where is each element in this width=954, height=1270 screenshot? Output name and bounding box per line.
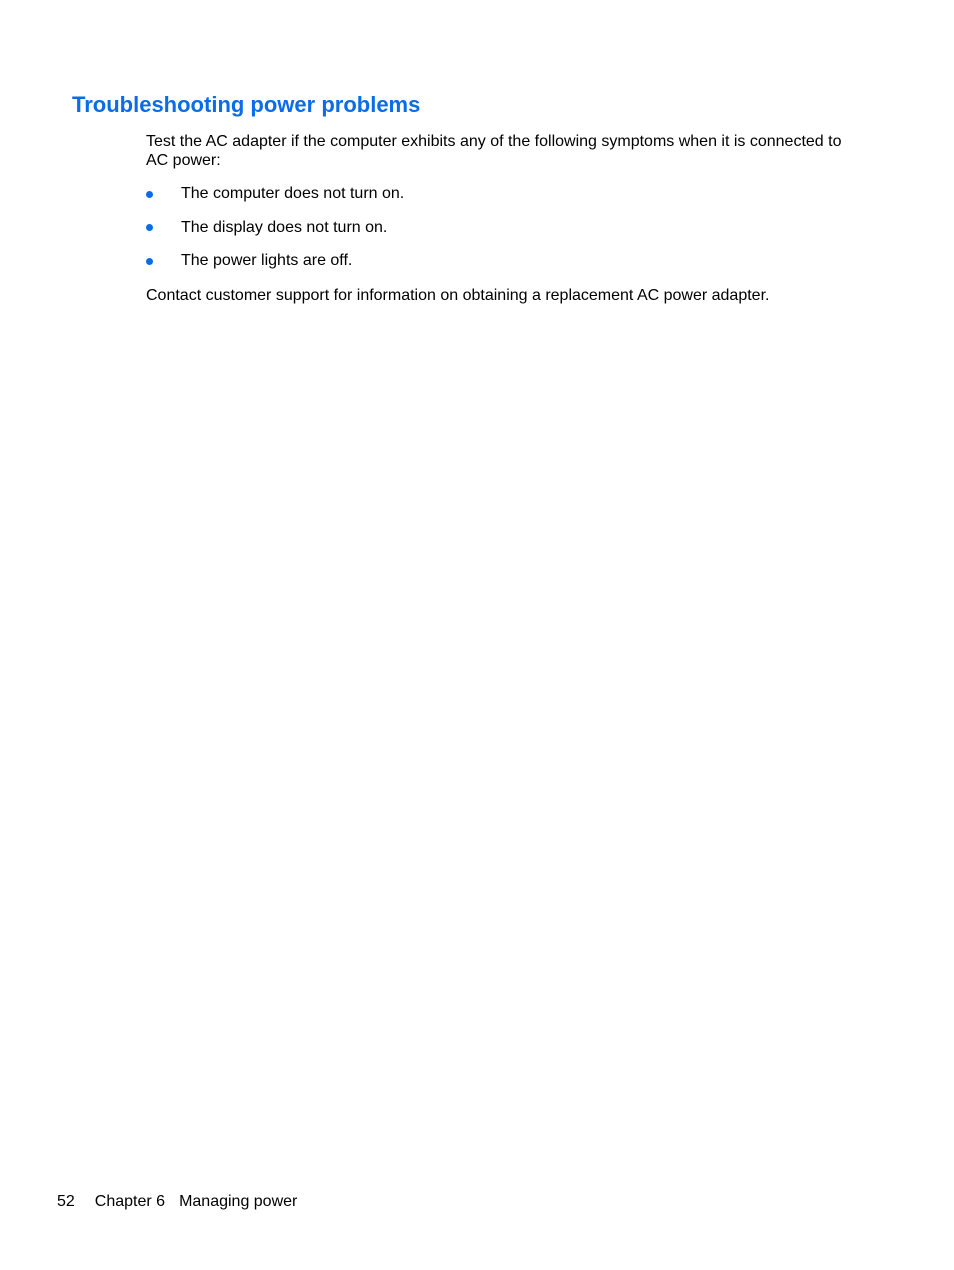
section-heading: Troubleshooting power problems [72, 92, 421, 117]
page-number: 52 [57, 1193, 75, 1210]
list-item [146, 184, 404, 203]
chapter-label: Chapter 6 [94, 1193, 166, 1210]
list-item [146, 251, 404, 270]
page-footer [57, 1192, 297, 1211]
bullet-icon [146, 258, 153, 265]
list-item-text: The power lights are off. [181, 252, 353, 269]
bullet-icon [146, 191, 153, 198]
list-item-text: The display does not turn on. [181, 218, 388, 236]
closing-paragraph: Contact customer support for information on obtaining a replacement AC power adapter. [146, 287, 770, 304]
symptom-list [146, 184, 404, 285]
intro-paragraph: Test the AC adapter if the computer exhibits any of the following symptoms when it is connected to AC power: [146, 133, 842, 169]
bullet-icon [146, 224, 153, 231]
list-item-text: The computer does not turn on. [181, 185, 405, 202]
chapter-title: Managing power [179, 1193, 298, 1210]
list-item [146, 218, 404, 237]
